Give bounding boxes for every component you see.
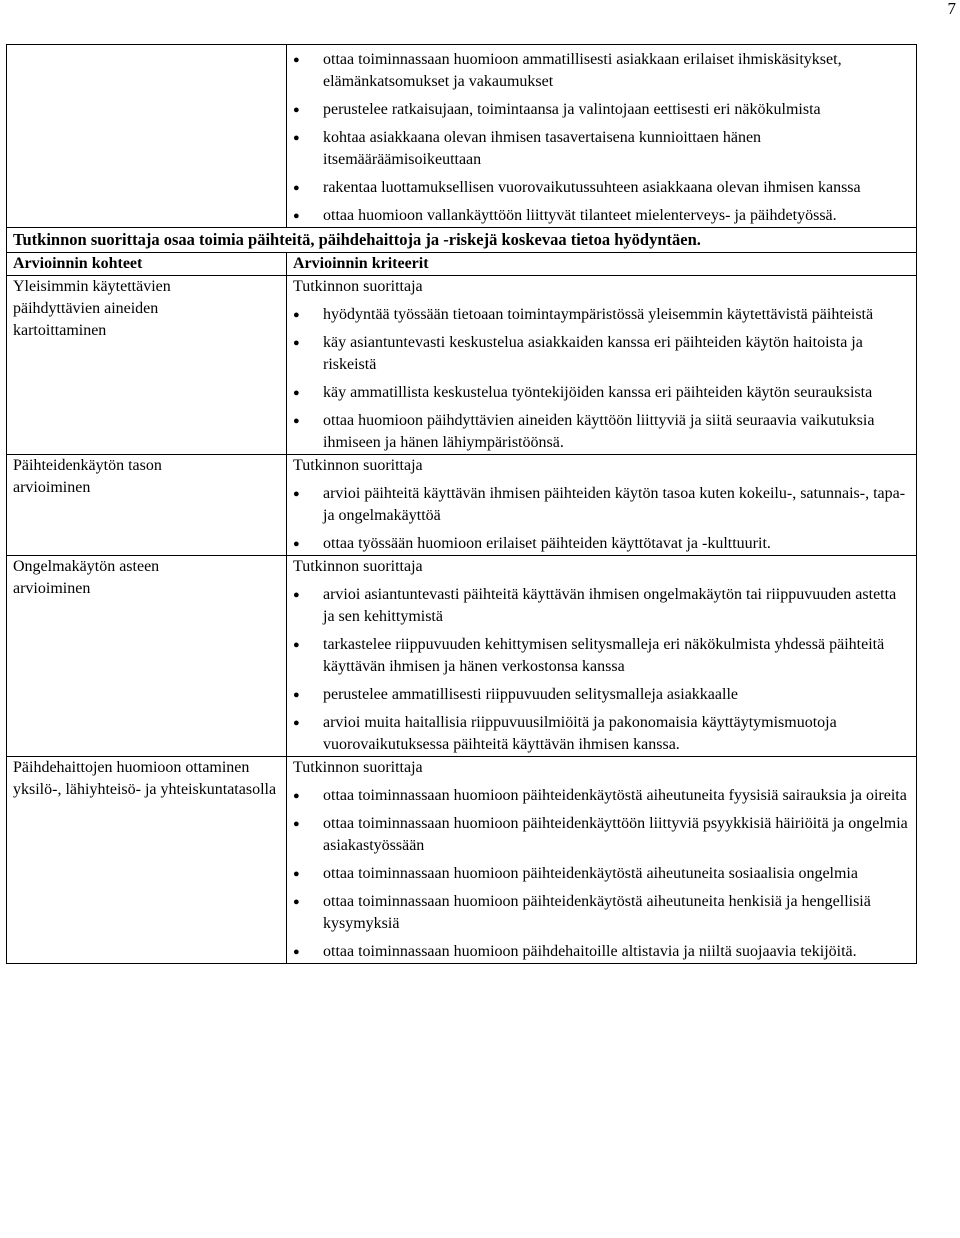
criteria-item: ● hyödyntää työssään tietoaan toimintaympäristössä yleisemmin käytettävistä päihteistä <box>323 304 910 326</box>
table-cell-criteria <box>287 276 917 455</box>
column-header-criteria: Arvioinnin kriteerit <box>287 253 917 276</box>
criteria-item: ● ottaa toiminnassaan huomioon ammatillisesti asiakkaan erilaiset ihmiskäsitykset, elämänkatsomukset ja vakaumukset <box>323 49 910 93</box>
table-row-section <box>7 556 917 757</box>
criteria-item: ● käy asiantuntevasti keskustelua asiakkaiden kanssa eri päihteiden käytön haitoista ja riskeistä <box>323 332 910 376</box>
assessment-target-text: Ongelmakäytön asteen arvioiminen <box>13 558 160 597</box>
table-row-header <box>7 253 917 276</box>
criteria-item: ● rakentaa luottamuksellisen vuorovaikutussuhteen asiakkaana olevan ihmisen kanssa <box>323 177 910 199</box>
assessment-target <box>7 757 287 964</box>
criteria-list <box>293 785 910 963</box>
table-row-section <box>7 757 917 964</box>
criteria-intro: Tutkinnon suorittaja <box>293 558 423 575</box>
table-row-section <box>7 276 917 455</box>
criteria-item: ● ottaa toiminnassaan huomioon päihteidenkäyttöön liittyviä psyykkisiä häiriöitä ja ongelmia asiakastyössään <box>323 813 910 857</box>
criteria-list <box>293 584 910 756</box>
page-number: 7 <box>947 0 956 18</box>
criteria-item: ● ottaa huomioon päihdyttävien aineiden käyttöön liittyviä ja siitä seuraavia vaikutuksia ihmiseen ja hänen lähiympäristöönsä. <box>323 410 910 454</box>
criteria-list <box>293 49 910 227</box>
criteria-item: ● ottaa toiminnassaan huomioon päihdehaitoille altistavia ja niiltä suojaavia tekijöitä. <box>323 941 910 963</box>
table-row-section <box>7 455 917 556</box>
assessment-target <box>7 276 287 455</box>
criteria-intro: Tutkinnon suorittaja <box>293 457 423 474</box>
table-row-goal <box>7 228 917 253</box>
criteria-item: ● arvioi päihteitä käyttävän ihmisen päihteiden käytön tasoa kuten kokeilu-, satunnais-, tapa- ja ongelmakäyttöä <box>323 483 910 527</box>
criteria-item: ● arvioi muita haitallisia riippuvuusilmiöitä ja pakonomaisia käyttäytymismuotoja vuorovaikutuksessa päihteitä käyttävän ihmisen kanssa. <box>323 712 910 756</box>
column-header-targets: Arvioinnin kohteet <box>7 253 287 276</box>
criteria-item: ● ottaa toiminnassaan huomioon päihteidenkäytöstä aiheutuneita sosiaalisia ongelmia <box>323 863 910 885</box>
table-cell-criteria <box>287 45 917 228</box>
criteria-item: ● perustelee ratkaisujaan, toimintaansa ja valintojaan eettisesti eri näkökulmista <box>323 99 910 121</box>
assessment-target-text: Päihdehaittojen huomioon ottaminen yksilö-, lähiyhteisö- ja yhteiskuntatasolla <box>13 759 277 798</box>
criteria-intro: Tutkinnon suorittaja <box>293 759 423 776</box>
assessment-target <box>7 455 287 556</box>
criteria-item: ● perustelee ammatillisesti riippuvuuden selitysmalleja asiakkaalle <box>323 684 910 706</box>
criteria-item: ● ottaa toiminnassaan huomioon päihteidenkäytöstä aiheutuneita fyysisiä sairauksia ja oireita <box>323 785 910 807</box>
table-cell-criteria <box>287 455 917 556</box>
criteria-item: ● arvioi asiantuntevasti päihteitä käyttävän ihmisen ongelmakäytön tai riippuvuuden astetta ja sen kehittymistä <box>323 584 910 628</box>
criteria-list <box>293 483 910 555</box>
assessment-target <box>7 556 287 757</box>
criteria-list <box>293 304 910 454</box>
criteria-item: ● käy ammatillista keskustelua työntekijöiden kanssa eri päihteiden käytön seurauksista <box>323 382 910 404</box>
assessment-target-text: Päihteidenkäytön tason arvioiminen <box>13 457 162 496</box>
criteria-item: ● ottaa huomioon vallankäyttöön liittyvät tilanteet mielenterveys- ja päihdetyössä. <box>323 205 910 227</box>
table-row-continuation <box>7 45 917 228</box>
criteria-item: ● ottaa toiminnassaan huomioon päihteidenkäytöstä aiheutuneita henkisiä ja hengellisiä kysymyksiä <box>323 891 910 935</box>
criteria-intro: Tutkinnon suorittaja <box>293 278 423 295</box>
criteria-item: ● kohtaa asiakkaana olevan ihmisen tasavertaisena kunnioittaen hänen itsemääräämisoikeuttaan <box>323 127 910 171</box>
assessment-target-text: Yleisimmin käytettävien päihdyttävien aineiden kartoittaminen <box>13 278 171 339</box>
table-cell-criteria <box>287 757 917 964</box>
criteria-item: ● tarkastelee riippuvuuden kehittymisen selitysmalleja eri näkökulmista yhdessä päihteitä käyttävän ihmisen ja hänen verkostonsa kanssa <box>323 634 910 678</box>
table-cell-empty <box>7 45 287 228</box>
goal-statement: Tutkinnon suorittaja osaa toimia päihteitä, päihdehaittoja ja -riskejä koskevaa tietoa hyödyntäen. <box>7 228 917 253</box>
assessment-table <box>6 44 917 964</box>
table-cell-criteria <box>287 556 917 757</box>
criteria-item: ● ottaa työssään huomioon erilaiset päihteiden käyttötavat ja -kulttuurit. <box>323 533 910 555</box>
